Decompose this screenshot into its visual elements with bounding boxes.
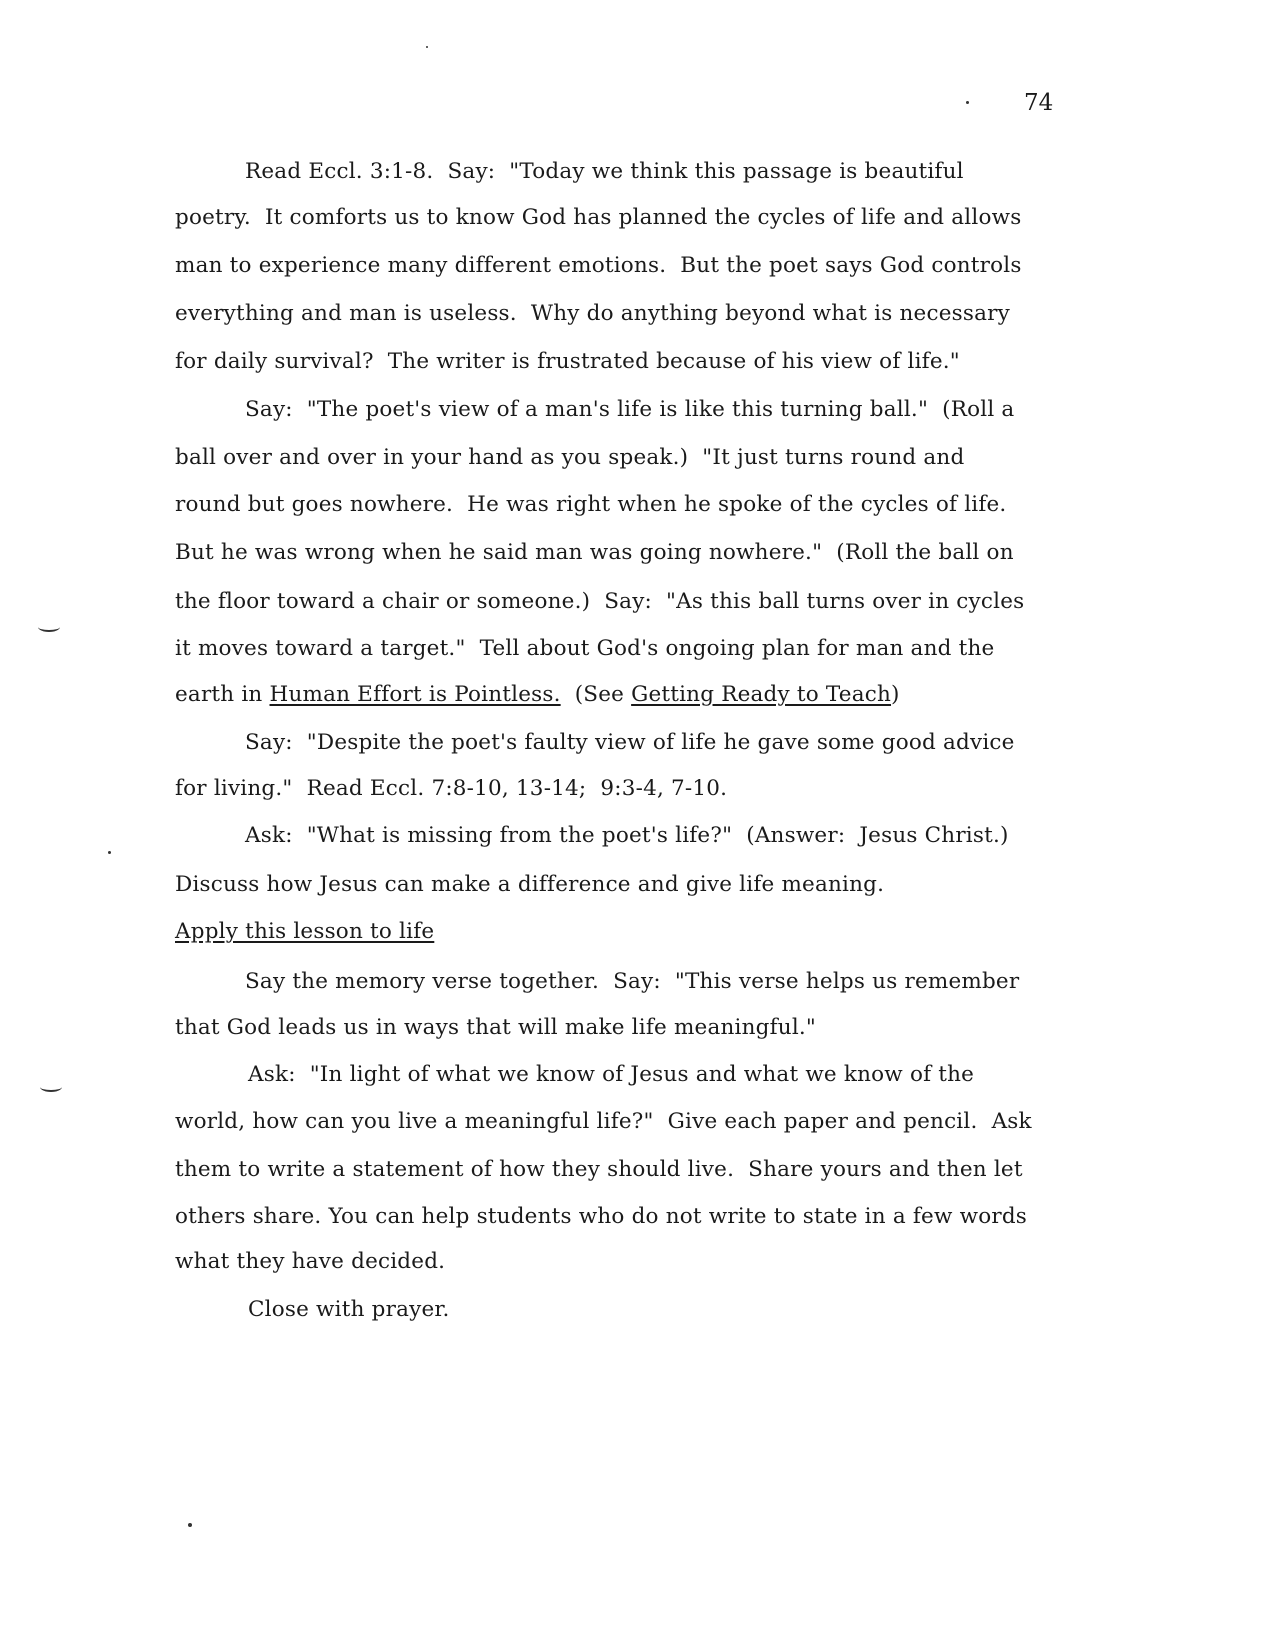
text-line	[175, 871, 884, 899]
text-line	[175, 588, 1024, 616]
scan-speck	[108, 851, 111, 854]
text-line	[175, 1248, 445, 1276]
text-segment: Close with prayer.	[248, 1297, 450, 1322]
text-line	[175, 252, 1022, 280]
text-line	[175, 1014, 816, 1042]
text-segment: it moves toward a target." Tell about God's ongoing plan for man and the	[175, 636, 995, 661]
text-line	[245, 729, 1015, 757]
text-line	[245, 968, 1019, 996]
text-segment: earth in	[175, 682, 270, 707]
text-line	[248, 1061, 974, 1089]
underlined-title: Apply this lesson to life	[175, 919, 435, 944]
underlined-title: Human Effort is Pointless.	[269, 682, 561, 707]
text-line	[175, 775, 727, 803]
text-line	[175, 204, 1021, 232]
text-segment: Say the memory verse together. Say: "This verse helps us remember	[245, 969, 1020, 994]
text-segment: Read Eccl. 3:1-8. Say: "Today we think this passage is beautiful	[245, 159, 964, 184]
text-segment: others share. You can help students who do not write to state in a few words	[175, 1204, 1028, 1229]
text-line	[175, 635, 994, 663]
text-line	[175, 348, 960, 376]
text-line	[248, 1296, 450, 1324]
text-segment: for living." Read Eccl. 7:8-10, 13-14; 9:3-4, 7-10.	[175, 776, 728, 801]
text-segment: world, how can you live a meaningful life?" Give each paper and pencil. Ask	[175, 1109, 1032, 1134]
text-segment: round but goes nowhere. He was right when he spoke of the cycles of life.	[175, 492, 1007, 517]
text-segment: poetry. It comforts us to know God has planned the cycles of life and allows	[175, 205, 1022, 230]
text-segment: Ask: "What is missing from the poet's life?" (Answer: Jesus Christ.)	[245, 823, 1009, 848]
scan-mark	[38, 622, 60, 632]
text-segment: ball over and over in your hand as you speak.) "It just turns round and	[175, 445, 965, 470]
text-line	[175, 491, 1006, 519]
text-line	[175, 681, 900, 709]
scan-mark	[40, 1082, 62, 1092]
text-segment: )	[891, 682, 900, 707]
text-segment: everything and man is useless. Why do anything beyond what is necessary	[175, 301, 1010, 326]
text-line	[245, 822, 1009, 850]
text-segment: (See	[560, 682, 632, 707]
text-line	[175, 444, 964, 472]
underlined-title: Getting Ready to Teach	[631, 682, 892, 707]
text-segment: Say: "Despite the poet's faulty view of life he gave some good advice	[245, 730, 1015, 755]
text-segment: Ask: "In light of what we know of Jesus and what we know of the	[248, 1062, 975, 1087]
section-heading	[175, 918, 434, 946]
text-line	[175, 1108, 1032, 1136]
text-line	[175, 1203, 1027, 1231]
text-segment: Discuss how Jesus can make a difference and give life meaning.	[175, 872, 885, 897]
text-segment: them to write a statement of how they should live. Share yours and then let	[175, 1157, 1023, 1182]
text-line	[175, 539, 1014, 567]
text-line	[245, 396, 1014, 424]
text-segment: for daily survival? The writer is frustrated because of his view of life."	[175, 349, 960, 374]
text-line	[175, 1156, 1023, 1184]
text-segment: what they have decided.	[175, 1249, 446, 1274]
text-segment: But he was wrong when he said man was going nowhere." (Roll the ball on	[175, 540, 1014, 565]
page-number: 74	[1024, 90, 1054, 116]
text-segment: man to experience many different emotions. But the poet says God controls	[175, 253, 1022, 278]
text-segment: Say: "The poet's view of a man's life is like this turning ball." (Roll a	[245, 397, 1015, 422]
text-line	[175, 300, 1010, 328]
scan-speck	[188, 1523, 192, 1527]
text-segment: that God leads us in ways that will make life meaningful."	[175, 1015, 817, 1040]
text-segment: the floor toward a chair or someone.) Say: "As this ball turns over in cycles	[175, 589, 1025, 614]
scan-speck	[426, 46, 428, 48]
scan-speck	[966, 101, 969, 104]
text-line	[245, 158, 964, 186]
